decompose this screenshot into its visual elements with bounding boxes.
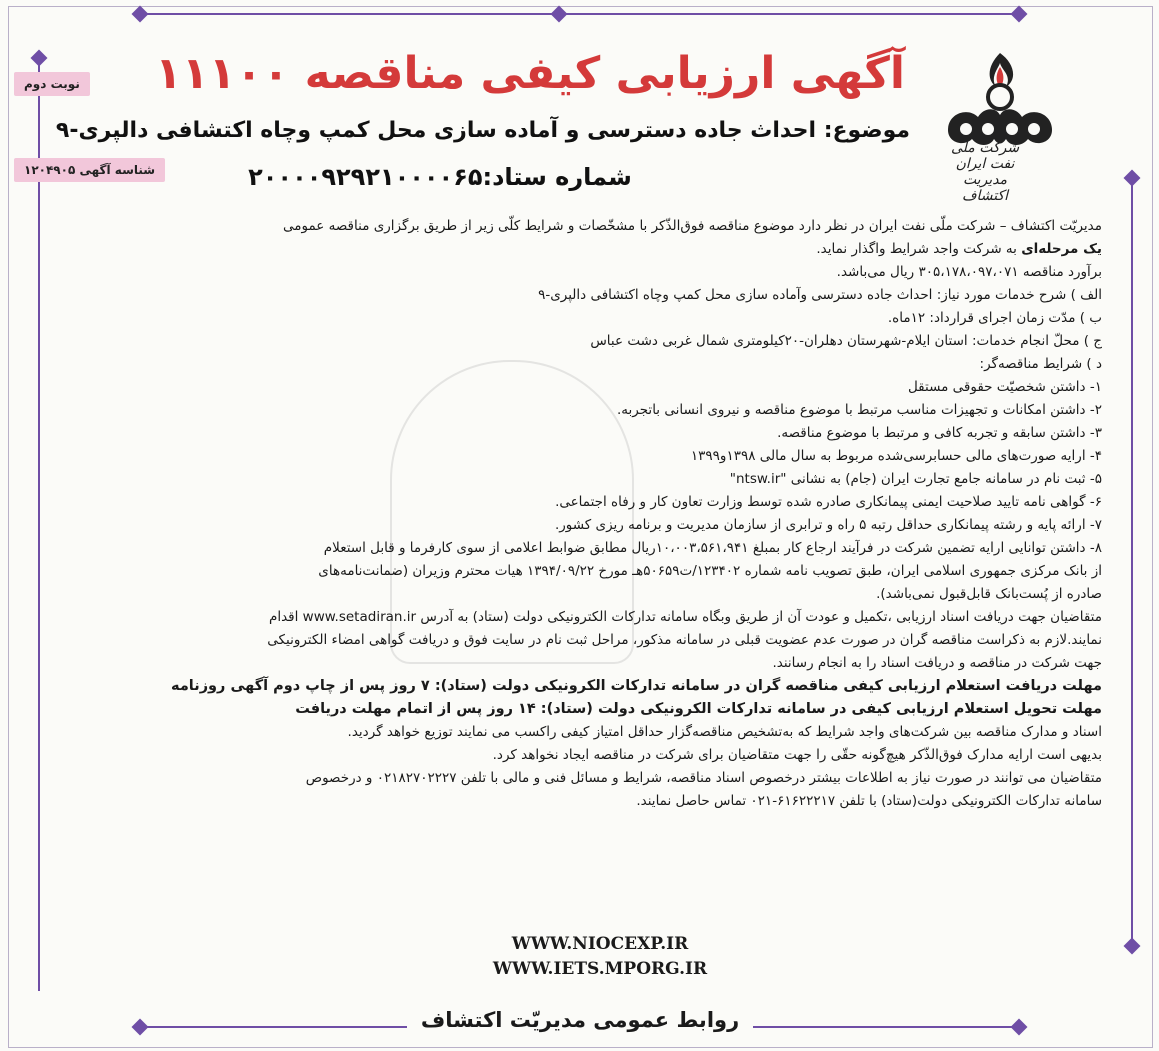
condition-2: ۲- داشتن امکانات و تجهیزات مناسب مرتبط با موضوع مناقصه و نیروی انسانی باتجربه.: [616, 402, 1102, 418]
logo-caption: [945, 140, 1025, 204]
footer-signature: [200, 1008, 960, 1032]
documents-line: متقاضیان جهت دریافت اسناد ارزیابی ،تکمیل و عودت آن از طریق وبگاه سامانه تدارکات الکترونیکی دولت (ستاد) به آدرس www.setadiran.ir اقدام: [268, 609, 1102, 625]
distribution-line: اسناد و مدارک مناقصه بین شرکت‌های واجد شرایط که به‌تشخیص مناقصه‌گزار حداقل امتیاز کیفی راکسب می نمایند توزیع خواهد گردید.: [347, 724, 1102, 740]
contact-line: سامانه تدارکات الکترونیکی دولت(ستاد) با تلفن ۶۱۶۲۲۲۱۷-۰۲۱ تماس حاصل نمایند.: [636, 793, 1102, 809]
item-be: ب ) مدّت زمان اجرای قرارداد: ۱۲ماه.: [887, 310, 1102, 326]
right-border-rule: [1131, 180, 1133, 951]
ad-id-tag: شناسه آگهی ۱۲۰۴۹۰۵: [14, 158, 165, 182]
website-links: [380, 932, 820, 982]
one-stage-label: یک مرحله‌ای: [1021, 241, 1102, 257]
subject-line: موضوع: احداث جاده دسترسی و آماده سازی محل کمپ وچاه اکتشافی دالپری-۹: [55, 118, 910, 143]
page-title: آگهی ارزیابی کیفی مناقصه ۱۱۱۰۰: [155, 48, 905, 99]
condition-1: ۱- داشتن شخصیّت حقوقی مستقل: [907, 379, 1102, 395]
setad-number: شماره ستاد:۲۰۰۰۰۹۲۹۲۱۰۰۰۰۶۵: [248, 163, 632, 191]
estimate-line: برآورد مناقصه ۳۰۵،۱۷۸،۰۹۷،۰۷۱ ریال می‌باشد.: [836, 264, 1102, 280]
logo-company-name: شرکت ملی نفت ایران: [950, 140, 1020, 172]
contact-line: متقاضیان می توانند در صورت نیاز به اطلاعات بیشتر درخصوص اسناد مناقصه، شرایط و مسائل فنی و مالی با تلفن ۰۲۱۸۲۷۰۲۲۲۷ و درخصوص: [305, 770, 1102, 786]
condition-3: ۳- داشتن سابقه و تجربه کافی و مرتبط با موضوع مناقصه.: [777, 425, 1102, 441]
condition-5: ۵- ثبت نام در سامانه جامع تجارت ایران (جام) به نشانی "ntsw.ir": [729, 471, 1102, 487]
top-border-rule: [140, 13, 1019, 15]
intro-rest: به شرکت واجد شرایط واگذار نماید.: [816, 241, 1022, 257]
condition-8: ۸- داشتن توانایی ارایه تضمین شرکت در فرآیند ارجاع کار بمبلغ ۱۰،۰۰۳،۵۶۱،۹۴۱ریال مطابق ضوابط اعلامی از سوی کارفرما و قابل استعلام: [323, 540, 1102, 556]
nioc-url[interactable]: WWW.NIOCEXP.IR: [511, 934, 689, 954]
announcement-body: [72, 215, 1102, 813]
condition-7: ۷- ارائه پایه و رشته پیمانکاری حداقل رتبه ۵ راه و ترابری از سازمان مدیریت و برنامه ریزی کشور.: [554, 517, 1102, 533]
documents-line: نمایند.لازم به ذکراست مناقصه گران در صورت عدم عضویت قبلی در سامانه مذکور، مراحل ثبت نام در سایت فوق و دریافت گواهی امضاء الکترونیکی: [267, 632, 1102, 648]
intro-line-2: [72, 238, 1102, 261]
documents-line: جهت شرکت در مناقصه و دریافت اسناد را به انجام رسانند.: [772, 655, 1102, 671]
condition-8-cont: صادره از پُست‌بانک قابل‌قبول نمی‌باشد).: [876, 586, 1102, 602]
intro-line: مدیریّت اکتشاف – شرکت ملّی نفت ایران در نظر دارد موضوع مناقصه فوق‌الذّکر با مشخّصات و شرایط کلّی زیر از طریق برگزاری مناقصه عمومی: [283, 218, 1102, 234]
item-jim: ج ) محلّ انجام خدمات: استان ایلام-شهرستان دهلران-۲۰کیلومتری شمال غربی دشت عباس: [590, 333, 1102, 349]
left-border-rule: [38, 60, 40, 991]
iets-url[interactable]: WWW.IETS.MPORG.IR: [492, 959, 708, 979]
condition-8-cont: از بانک مرکزی جمهوری اسلامی ایران، طبق تصویب نامه شماره ۱۲۳۴۰۲/ت۵۰۶۵۹هـ مورخ ۱۳۹۴/۰۹/۲۲ هیات محترم وزیران (ضمانت‌نامه‌های: [318, 563, 1102, 579]
condition-4: ۴- ارایه صورت‌های مالی حسابرسی‌شده مربوط به سال مالی ۱۳۹۸و۱۳۹۹: [690, 448, 1102, 464]
turn-tag: نوبت دوم: [14, 72, 90, 96]
item-alef: الف ) شرح خدمات مورد نیاز: احداث جاده دسترسی وآماده سازی محل کمپ وچاه اکتشافی دالپری-۹: [538, 287, 1102, 303]
public-relations-label: روابط عمومی مدیریّت اکتشاف: [407, 1008, 753, 1032]
deadline-receive: مهلت دریافت استعلام ارزیابی کیفی مناقصه گران در سامانه تدارکات الکرونیکی دولت (ستاد): ۷ روز پس از چاپ دوم آگهی روزنامه: [171, 678, 1102, 694]
condition-6: ۶- گواهی نامه تایید صلاحیت ایمنی پیمانکاری صادره شده توسط وزارت تعاون کار و رفاه اجتماعی.: [555, 494, 1102, 510]
logo-division-name: مدیریت اکتشاف: [961, 172, 1009, 204]
obvious-line: بدیهی است ارایه مدارک فوق‌الذّکر هیچ‌گونه حقّی را جهت متقاضیان برای شرکت در مناقصه ایجاد نخواهد کرد.: [492, 747, 1102, 763]
deadline-submit: مهلت تحویل استعلام ارزیابی کیفی در سامانه تدارکات الکرونیکی دولت (ستاد): ۱۴ روز پس از اتمام مهلت دریافت: [295, 701, 1102, 717]
item-dal: د ) شرایط مناقصه‌گر:: [979, 356, 1102, 372]
